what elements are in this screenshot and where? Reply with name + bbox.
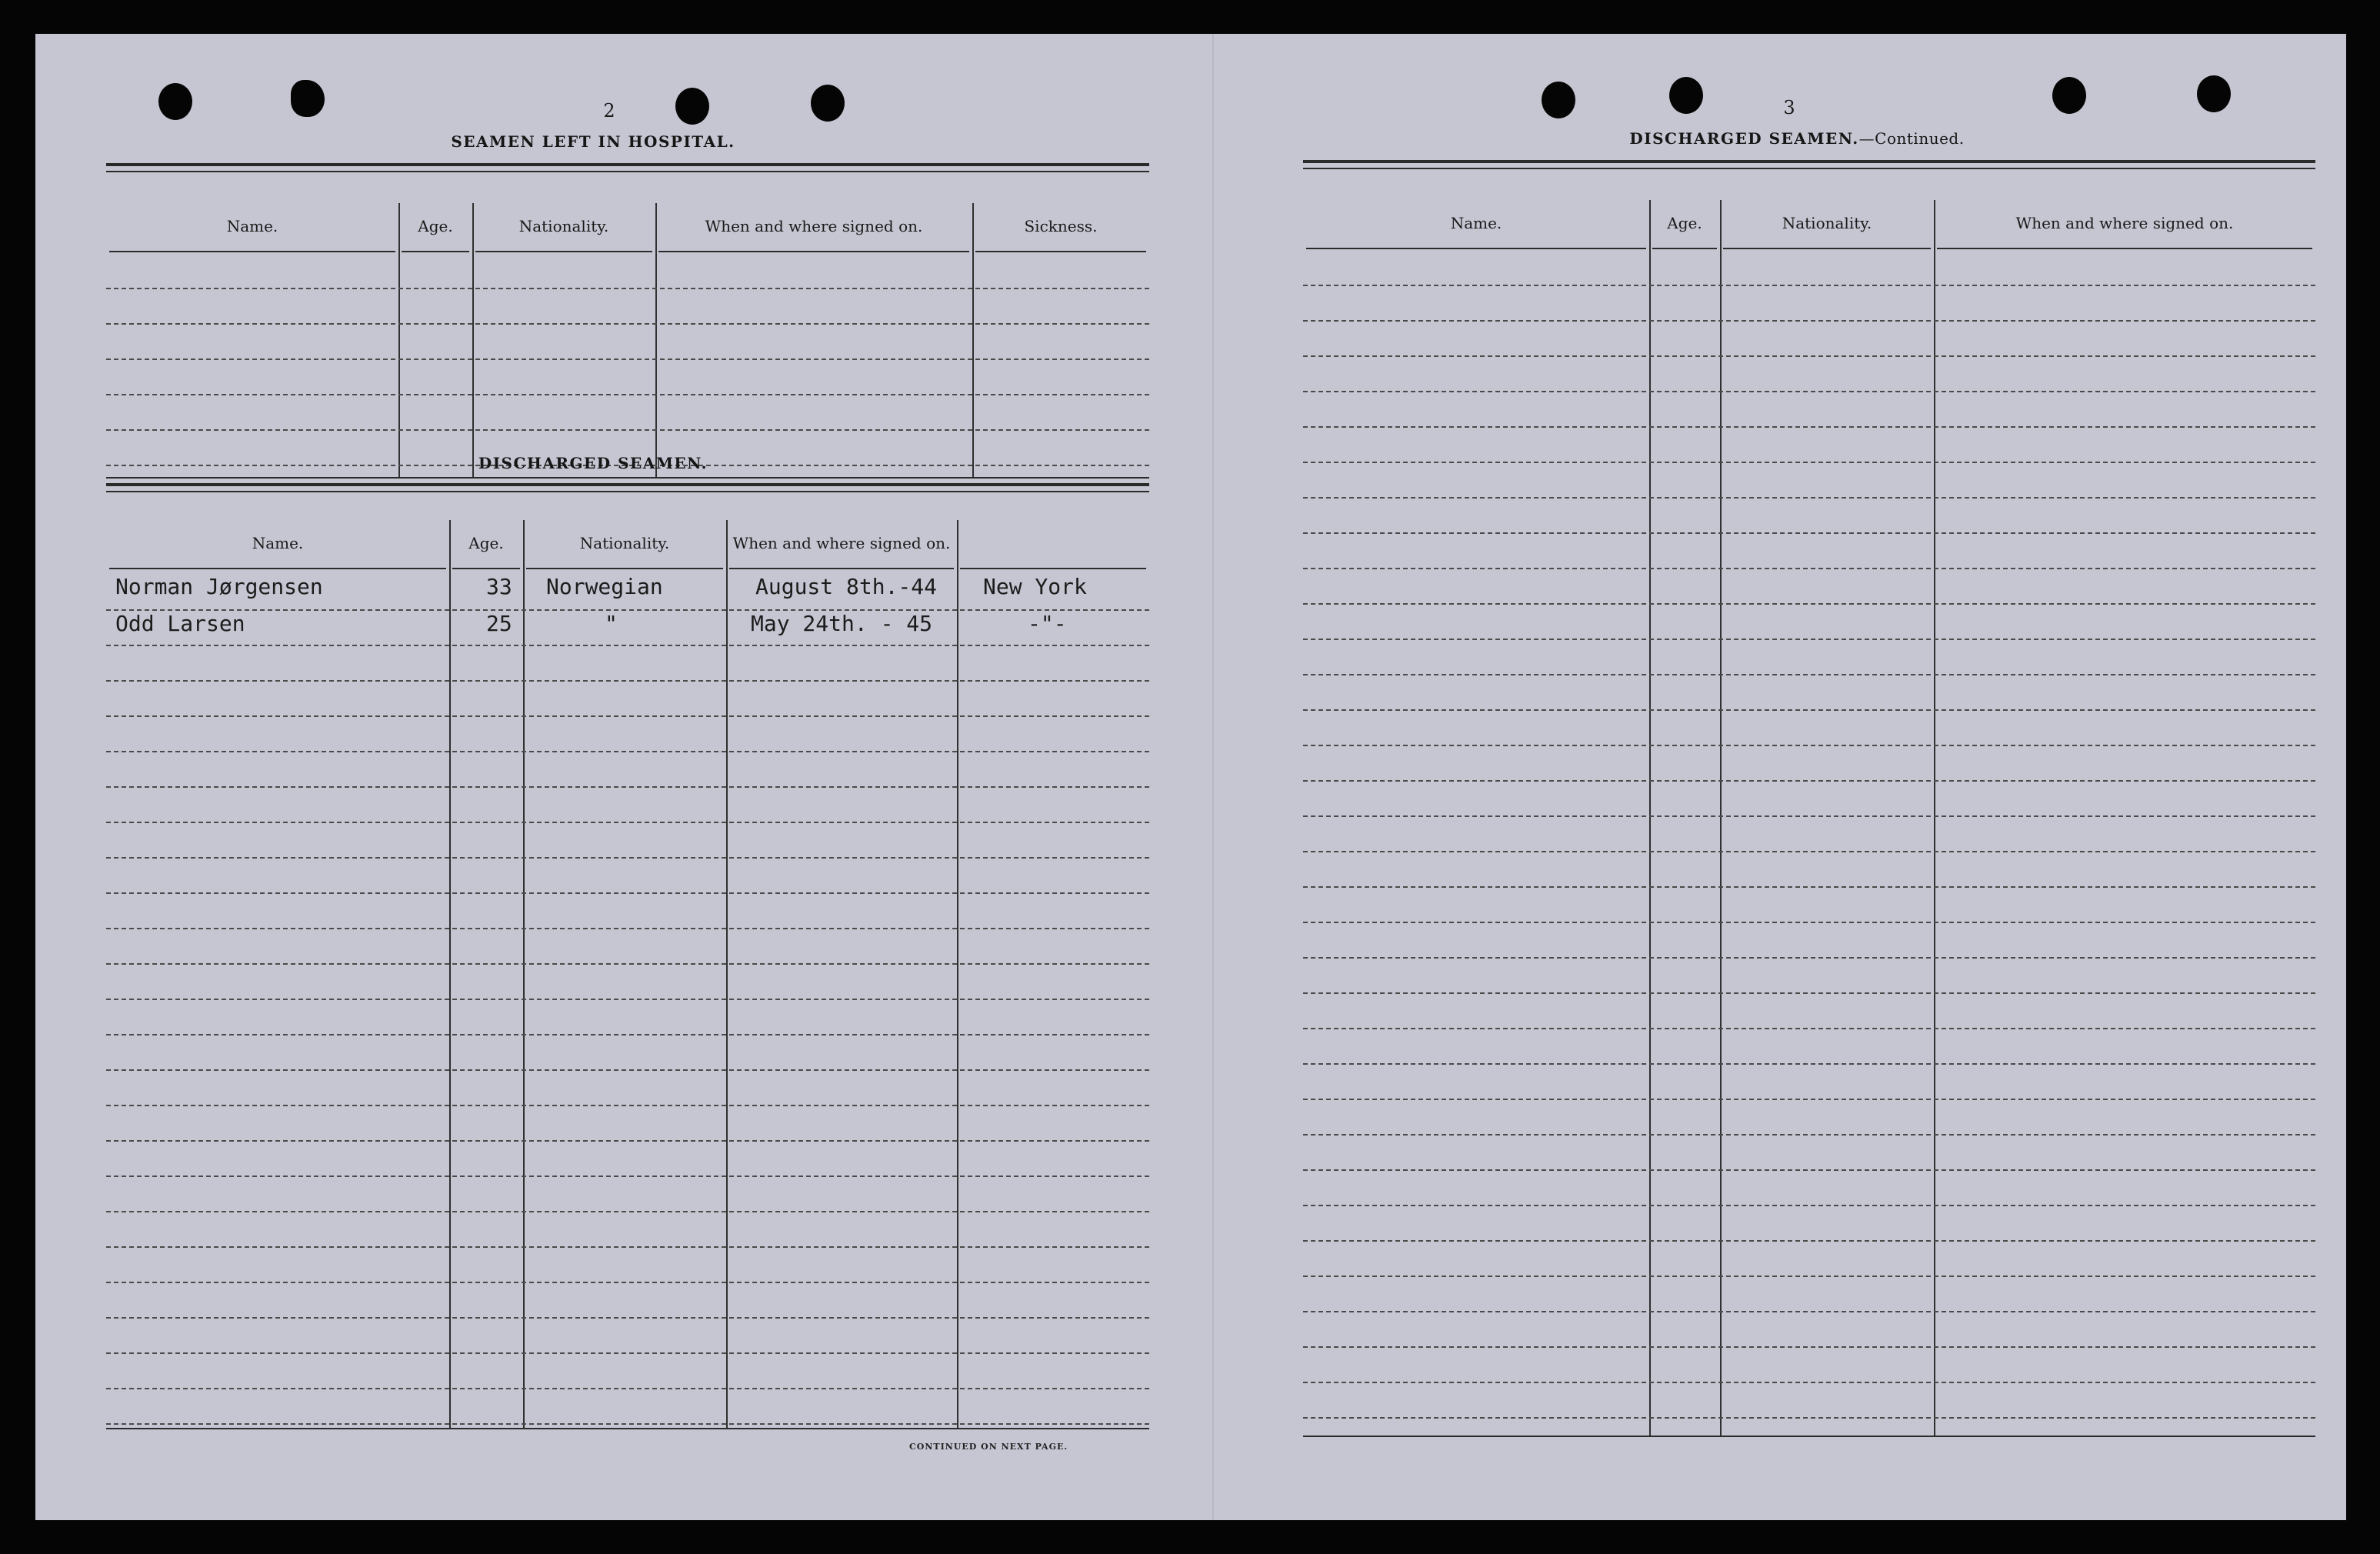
- header-underline: [729, 568, 954, 569]
- ruled-line: [1303, 1028, 2315, 1029]
- header-underline: [526, 568, 723, 569]
- ruled-line: [106, 1140, 1149, 1142]
- ruled-line: [1303, 603, 2315, 605]
- header-underline: [1937, 248, 2312, 249]
- ruled-line: [1303, 992, 2315, 994]
- ruled-line: [106, 680, 1149, 682]
- column-divider: [655, 203, 657, 477]
- column-header: Age.: [468, 534, 504, 552]
- ruled-line: [106, 1246, 1149, 1248]
- ruled-line: [106, 323, 1149, 325]
- ruled-line: [106, 1352, 1149, 1354]
- seaman-nationality: Norwegian: [546, 574, 663, 599]
- column-divider: [1720, 200, 1722, 1436]
- ruled-line: [1303, 320, 2315, 322]
- header-underline: [1723, 248, 1931, 249]
- ruled-line: [1303, 285, 2315, 286]
- ruled-line: [1303, 462, 2315, 463]
- discharged-section-title: DISCHARGED SEAMEN.: [478, 454, 708, 472]
- header-underline: [1652, 248, 1717, 249]
- ruled-line: [106, 1105, 1149, 1106]
- column-header: Age.: [1667, 214, 1702, 232]
- ruled-line: [106, 857, 1149, 859]
- ruled-line: [106, 1388, 1149, 1389]
- column-divider: [449, 520, 451, 1428]
- table-bottom-rule: [106, 477, 1149, 479]
- page-number: 2: [603, 100, 615, 122]
- ruled-line: [106, 1282, 1149, 1283]
- seaman-name: Odd Larsen: [115, 611, 245, 636]
- header-underline: [975, 251, 1146, 252]
- ruled-line: [1303, 355, 2315, 357]
- ruled-line: [1303, 1134, 2315, 1135]
- ruled-line: [1303, 1205, 2315, 1206]
- ruled-line: [1303, 957, 2315, 959]
- column-header: Sickness.: [1024, 217, 1098, 235]
- column-header: Name.: [226, 217, 278, 235]
- header-underline: [1306, 248, 1646, 249]
- signed-on-place: New York: [983, 574, 1087, 599]
- ruled-line: [106, 394, 1149, 395]
- ruled-line: [106, 1317, 1149, 1319]
- right-page: [1212, 34, 2346, 1520]
- column-divider: [1649, 200, 1651, 1436]
- column-header: Nationality.: [518, 217, 609, 235]
- column-header: When and where signed on.: [732, 534, 951, 552]
- ruled-line: [1303, 745, 2315, 746]
- ledger-sheet: [35, 34, 2346, 1520]
- column-divider: [957, 520, 958, 1428]
- table-top-rule: [1303, 160, 2315, 163]
- column-header: Nationality.: [1782, 214, 1872, 232]
- ruled-line: [1303, 1417, 2315, 1419]
- ruled-line: [1303, 1169, 2315, 1171]
- ruled-line: [1303, 391, 2315, 392]
- seaman-nationality: ": [605, 611, 618, 636]
- column-header: Name.: [1450, 214, 1502, 232]
- header-underline: [475, 251, 652, 252]
- signed-on-place: -"-: [1028, 611, 1067, 636]
- ruled-line: [106, 1176, 1149, 1177]
- header-underline: [109, 251, 395, 252]
- ruled-line: [1303, 1240, 2315, 1242]
- left-page: [35, 34, 1212, 1520]
- ruled-line: [1303, 568, 2315, 569]
- hospital-section-title: SEAMEN LEFT IN HOSPITAL.: [451, 132, 735, 151]
- ruled-line: [106, 429, 1149, 431]
- ruled-line: [1303, 851, 2315, 852]
- seaman-name: Norman Jørgensen: [115, 574, 323, 599]
- ruled-line: [106, 1034, 1149, 1035]
- ruled-line: [1303, 886, 2315, 888]
- signed-on-date: August 8th.-44: [755, 574, 938, 599]
- column-header: Nationality.: [579, 534, 670, 552]
- title-text: DISCHARGED SEAMEN.: [1629, 129, 1859, 148]
- ruled-line: [1303, 1346, 2315, 1348]
- ruled-line: [1303, 497, 2315, 499]
- table-top-rule: [106, 483, 1149, 486]
- page-number: 3: [1783, 97, 1795, 118]
- ruled-line: [1303, 922, 2315, 923]
- table-top-rule: [106, 171, 1149, 172]
- ruled-line: [1303, 639, 2315, 640]
- ruled-line: [106, 609, 1149, 611]
- discharged-continued-title: [1258, 129, 2335, 148]
- ruled-line: [1303, 1311, 2315, 1312]
- header-underline: [402, 251, 469, 252]
- table-top-rule: [1303, 168, 2315, 169]
- ruled-line: [106, 1423, 1149, 1425]
- seaman-age: 25: [486, 611, 512, 636]
- column-divider: [398, 203, 400, 477]
- ruled-line: [1303, 674, 2315, 675]
- ruled-line: [1303, 1276, 2315, 1277]
- table-top-rule: [106, 491, 1149, 492]
- column-divider: [472, 203, 474, 477]
- seaman-age: 33: [486, 574, 512, 599]
- ruled-line: [106, 358, 1149, 360]
- column-header: When and where signed on.: [2015, 214, 2234, 232]
- column-divider: [1934, 200, 1935, 1436]
- ruled-line: [106, 1069, 1149, 1071]
- ruled-line: [106, 928, 1149, 929]
- ruled-line: [106, 892, 1149, 894]
- table-bottom-rule: [106, 1428, 1149, 1429]
- ruled-line: [106, 786, 1149, 788]
- ruled-line: [1303, 532, 2315, 534]
- ruled-line: [106, 288, 1149, 289]
- table-bottom-rule: [1303, 1436, 2315, 1437]
- ruled-line: [1303, 815, 2315, 817]
- ruled-line: [106, 751, 1149, 752]
- ruled-line: [1303, 1099, 2315, 1100]
- ruled-line: [106, 1211, 1149, 1212]
- column-divider: [972, 203, 974, 477]
- column-divider: [523, 520, 525, 1428]
- column-header: Name.: [252, 534, 304, 552]
- ruled-line: [1303, 1382, 2315, 1383]
- ruled-line: [106, 963, 1149, 965]
- ruled-line: [106, 645, 1149, 646]
- column-header: Age.: [418, 217, 453, 235]
- title-suffix: —Continued.: [1858, 129, 1965, 148]
- column-divider: [726, 520, 728, 1428]
- ruled-line: [106, 715, 1149, 717]
- header-underline: [452, 568, 520, 569]
- signed-on-date: May 24th. - 45: [751, 611, 933, 636]
- column-header: When and where signed on.: [705, 217, 923, 235]
- ruled-line: [1303, 709, 2315, 711]
- ruled-line: [1303, 1063, 2315, 1065]
- header-underline: [109, 568, 446, 569]
- table-top-rule: [106, 163, 1149, 166]
- header-underline: [658, 251, 969, 252]
- continued-footer: CONTINUED ON NEXT PAGE.: [909, 1442, 1068, 1452]
- ruled-line: [1303, 780, 2315, 782]
- header-underline: [960, 568, 1146, 569]
- ruled-line: [106, 822, 1149, 823]
- ruled-line: [1303, 426, 2315, 428]
- ruled-line: [106, 999, 1149, 1000]
